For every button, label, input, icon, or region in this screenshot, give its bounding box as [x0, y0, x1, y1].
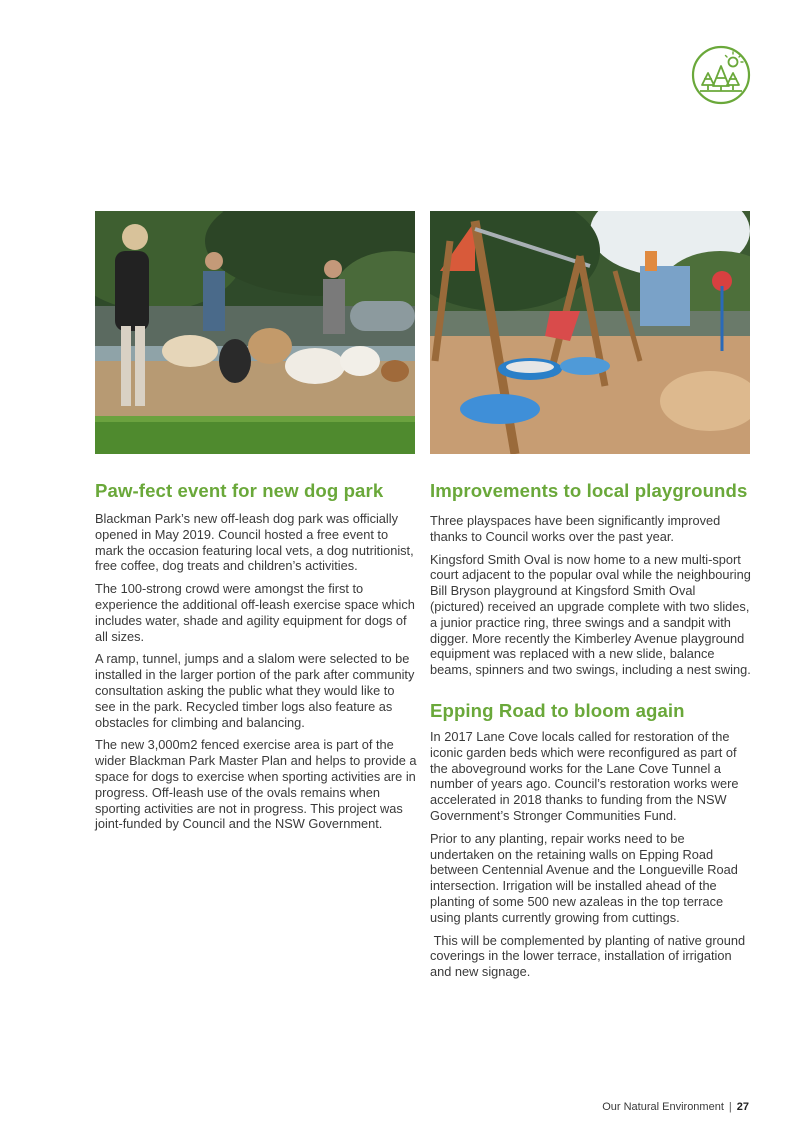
dog-park-photo	[95, 211, 415, 454]
playgrounds-heading: Improvements to local playgrounds	[430, 480, 748, 501]
epping-road-paragraph-1: In 2017 Lane Cove locals called for restoration of the iconic garden beds which were reconfigured as part of the aboveground works for the Lane Cove Tunnel a number of years ago. Council’s restoration works were accelerated in 2018 thanks to funding from the NSW Government’s Stronger Communities Fund.	[430, 728, 739, 823]
dog-park-paragraph-4: The new 3,000m2 fenced exercise area is part of the wider Blackman Park Master Plan and helps to provide a space for dogs to exercise when sporting activities are in progress. Off-leash use of the ovals remains when sporting activities are not in progress. This project was joint-funded by Council and the NSW Government.	[95, 737, 417, 832]
epping-road-paragraph-3: This will be complemented by planting of native ground coverings in the lower terrace, installation of irrigation and new signage.	[430, 932, 749, 980]
dog-park-paragraph-1: Blackman Park’s new off-leash dog park was officially opened in May 2019. Council hosted a free event to mark the occasion featuring local vets, a dog nutritionist, free coffee, dog treats and children’s activities.	[95, 511, 414, 574]
epping-road-paragraph-2: Prior to any planting, repair works need to be undertaken on the retaining walls on Epping Road between Centennial Avenue and the Longueville Road intersection. Irrigation will be installed ahead of the planting of some 500 new azaleas in the top terrace using plants currently growing from cuttings.	[430, 830, 738, 925]
page-footer	[602, 1101, 749, 1113]
dog-park-paragraph-2: The 100-strong crowd were amongst the first to experience the additional off-leash exercise space which includes water, shade and agility equipment for dogs of all sizes.	[95, 581, 415, 644]
footer-separator: |	[728, 1101, 732, 1113]
dog-park-article	[95, 480, 417, 832]
playgrounds-paragraph-2: Kingsford Smith Oval is now home to a new multi-sport court adjacent to the popular oval while the neighbouring Bill Bryson playground at Kingsford Smith Oval (pictured) received an upgrade complete with two slides, a junior practice ring, three swings and a sandpit with digger. More recently the Kimberley Avenue playground equipment was replaced with a new slide, balance beams, spinners and two swings, including a nest swing.	[430, 551, 751, 678]
epping-road-heading: Epping Road to bloom again	[430, 699, 685, 721]
playground-photo	[430, 211, 750, 454]
trees-sun-logo-icon	[691, 45, 751, 105]
page-number: 27	[736, 1101, 749, 1113]
dog-park-paragraph-3: A ramp, tunnel, jumps and a slalom were selected to be installed in the larger portion of the park after community consultation asking the public what they would like to see in the park. Recycled timber logs also feature as obstacles for climbing and balancing.	[95, 651, 415, 730]
playgrounds-article	[430, 480, 752, 980]
playgrounds-paragraph-1: Three playspaces have been significantly improved thanks to Council works over the past year.	[430, 513, 721, 544]
footer-section-title: Our Natural Environment	[602, 1101, 724, 1113]
dog-park-heading: Paw-fect event for new dog park	[95, 480, 384, 501]
